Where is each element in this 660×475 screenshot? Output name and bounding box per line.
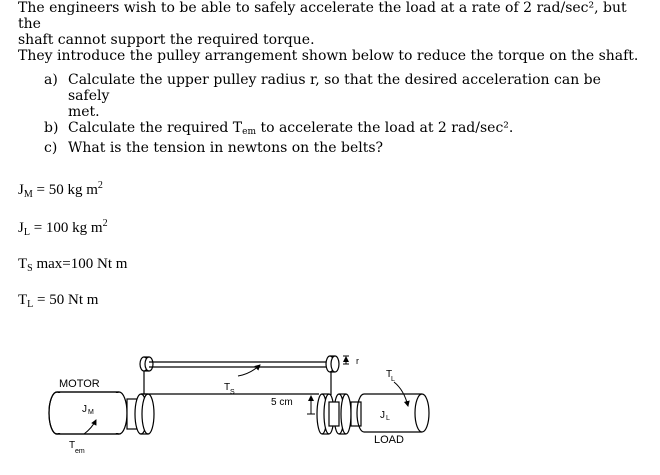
question-a-text-line-2: met. [68, 104, 100, 120]
question-c-label: c) [44, 140, 58, 156]
given-jl-value: = 100 kg m [29, 220, 103, 236]
given-jm-symbol: J [18, 182, 24, 198]
tem-sub: em [75, 448, 85, 455]
given-jm-sup: 2 [97, 180, 103, 191]
tl-main: T [386, 369, 393, 380]
given-jl [18, 218, 108, 238]
question-a-label: a) [44, 72, 58, 88]
given-tl [18, 292, 98, 310]
given-ts-symbol: T [18, 256, 28, 272]
question-b-text-pre: Calculate the required T [68, 120, 243, 136]
jm-sub: M [88, 409, 94, 416]
upper-right-pulley [326, 356, 339, 372]
given-jm [18, 180, 103, 200]
given-jl-sup: 2 [102, 218, 108, 229]
question-c-text: What is the tension in newtons on the belts? [68, 140, 384, 156]
tem-label [69, 440, 85, 455]
lower-load-pulley [317, 371, 361, 434]
given-jm-sub: M [23, 189, 33, 200]
given-jl-symbol: J [18, 220, 24, 236]
five-cm-dimension [307, 394, 315, 414]
pulley-diagram [0, 350, 660, 475]
shaft [149, 362, 327, 367]
ts-main: T [224, 382, 231, 393]
question-b-text-sub: em [242, 127, 256, 137]
tem-main: T [69, 440, 76, 451]
question-a-text-line-1: Calculate the upper pulley radius r, so that the desired acceleration can be safely [68, 72, 601, 104]
given-ts-value: max=100 Nt m [32, 256, 128, 272]
load-label: LOAD [374, 434, 404, 446]
question-list [44, 72, 644, 156]
ts-sub: S [230, 389, 235, 396]
given-ts-max [18, 256, 127, 274]
question-b-label: b) [44, 120, 59, 136]
r-label: r [356, 356, 359, 366]
problem-intro [18, 0, 650, 64]
given-jm-value: = 50 kg m [32, 182, 98, 198]
tl-label [386, 369, 395, 383]
jl-sub: L [386, 415, 390, 422]
intro-line-2: shaft cannot support the required torque. [18, 32, 315, 48]
motor-label: MOTOR [59, 378, 100, 390]
given-tl-symbol: T [18, 292, 28, 308]
intro-line-1: The engineers wish to be able to safely accelerate the load at a rate of 2 rad/sec², but the [18, 0, 627, 32]
intro-line-3: They introduce the pulley arrangement shown below to reduce the torque on the shaft. [18, 48, 639, 64]
question-b-text-post: to accelerate the load at 2 rad/sec². [256, 120, 514, 136]
question-b [44, 120, 644, 140]
load [357, 394, 429, 432]
given-jl-sub: L [23, 227, 30, 238]
tl-sub: L [391, 376, 395, 383]
radius-label: 5 cm [271, 397, 293, 408]
r-dimension [343, 356, 349, 364]
motor-coupling [127, 394, 154, 434]
question-a [44, 72, 644, 120]
given-tl-value: = 50 Nt m [33, 292, 99, 308]
given-tl-sub: L [27, 299, 34, 310]
given-ts-sub: S [27, 263, 33, 274]
question-c [44, 140, 644, 156]
jm-main: J [82, 404, 87, 415]
jl-main: J [380, 410, 385, 421]
